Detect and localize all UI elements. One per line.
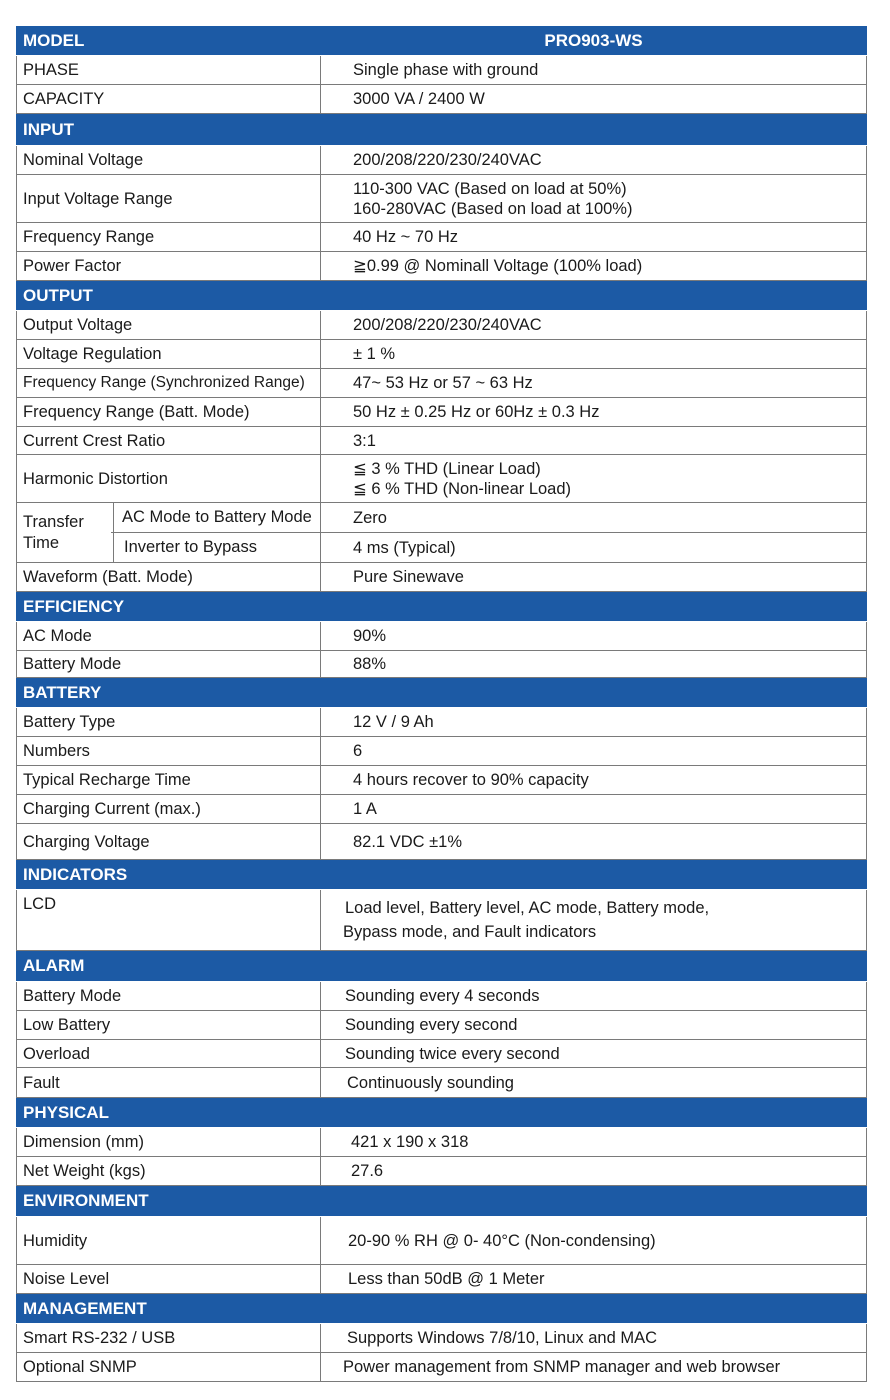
transfer-time-label-line: Transfer [23,512,84,531]
spec-row-charging-voltage [17,824,867,860]
spec-row-transfer-time-bypass [17,533,867,563]
row-label: Charging Current (max.) [17,795,321,824]
spec-row-input-voltage-range [17,175,867,223]
model-header-row [17,27,867,56]
value-line: Load level, Battery level, AC mode, Battery mode, [345,899,710,917]
spec-row-low-battery [17,1011,867,1040]
spec-row-net-weight [17,1157,867,1186]
row-value: Zero [321,503,867,533]
spec-row-overload [17,1040,867,1068]
row-value: 27.6 [321,1157,867,1186]
section-title: PHYSICAL [17,1098,867,1128]
row-label: Humidity [17,1217,321,1265]
row-value: Supports Windows 7/8/10, Linux and MAC [321,1324,867,1353]
section-title: BATTERY [17,678,867,708]
row-label: Battery Mode [17,651,321,678]
spec-row-snmp [17,1353,867,1382]
row-value: ± 1 % [321,340,867,369]
model-value: PRO903-WS [321,27,867,56]
spec-row-fault [17,1068,867,1098]
row-label: LCD [17,890,321,951]
row-value [321,890,867,951]
row-label: Waveform (Batt. Mode) [17,563,321,592]
row-value: 3000 VA / 2400 W [321,85,867,114]
spec-row-nominal-voltage [17,146,867,175]
row-value: 6 [321,737,867,766]
row-value: Sounding every second [321,1011,867,1040]
spec-row-charging-current [17,795,867,824]
spec-row-transfer-time-ac [17,503,867,533]
row-value: Power management from SNMP manager and web browser [321,1353,867,1382]
transfer-time-label-cont [17,533,114,562]
row-label: Low Battery [17,1011,321,1040]
row-value: 20-90 % RH @ 0- 40°C (Non-condensing) [321,1217,867,1265]
spec-row-harmonic-distortion [17,455,867,503]
row-label: Noise Level [17,1265,321,1294]
row-value: 50 Hz ± 0.25 Hz or 60Hz ± 0.3 Hz [321,398,867,427]
spec-row-crest-ratio [17,427,867,455]
spec-row-humidity [17,1217,867,1265]
row-value: 4 ms (Typical) [321,533,867,563]
section-title: ENVIRONMENT [17,1186,867,1217]
row-label: Charging Voltage [17,824,321,860]
row-label: Output Voltage [17,311,321,340]
row-value: 12 V / 9 Ah [321,708,867,737]
value-line: 160-280VAC (Based on load at 100%) [353,199,633,218]
row-label: Fault [17,1068,321,1098]
section-header-battery [17,678,867,708]
section-title: MANAGEMENT [17,1294,867,1324]
section-header-physical [17,1098,867,1128]
row-value: Pure Sinewave [321,563,867,592]
row-label: Current Crest Ratio [17,427,321,455]
section-title: OUTPUT [17,281,867,311]
row-value: 47~ 53 Hz or 57 ~ 63 Hz [321,369,867,398]
row-label: Frequency Range [17,223,321,252]
row-label: Overload [17,1040,321,1068]
section-title: INDICATORS [17,860,867,890]
row-label: Dimension (mm) [17,1128,321,1157]
transfer-time-label-line: Time [23,533,60,552]
row-value: Sounding every 4 seconds [321,982,867,1011]
spec-row-phase [17,56,867,85]
spec-row-frequency-range-batt [17,398,867,427]
row-value: Less than 50dB @ 1 Meter [321,1265,867,1294]
spec-row-numbers [17,737,867,766]
section-header-efficiency [17,592,867,622]
transfer-ac-label: AC Mode to Battery Mode [122,508,312,526]
spec-row-power-factor [17,252,867,281]
row-label: Input Voltage Range [17,175,321,223]
row-value: 82.1 VDC ±1% [321,824,867,860]
row-label: Voltage Regulation [17,340,321,369]
section-header-output [17,281,867,311]
row-value: 200/208/220/230/240VAC [321,146,867,175]
row-value: 200/208/220/230/240VAC [321,311,867,340]
section-header-environment [17,1186,867,1217]
row-label: PHASE [17,56,321,85]
row-value: 90% [321,622,867,651]
spec-row-output-voltage [17,311,867,340]
row-value: 40 Hz ~ 70 Hz [321,223,867,252]
spec-row-voltage-regulation [17,340,867,369]
spec-row-rs232-usb [17,1324,867,1353]
row-value: 3:1 [321,427,867,455]
row-label: Frequency Range (Batt. Mode) [17,398,321,427]
transfer-bypass-label: Inverter to Bypass [124,538,257,556]
section-header-input [17,114,867,146]
row-label: Frequency Range (Synchronized Range) [17,369,321,398]
spec-row-frequency-range [17,223,867,252]
spec-row-noise-level [17,1265,867,1294]
section-title: EFFICIENCY [17,592,867,622]
row-label: CAPACITY [17,85,321,114]
section-title: INPUT [17,114,867,146]
spec-row-capacity [17,85,867,114]
value-line: ≦ 6 % THD (Non-linear Load) [353,479,572,498]
value-line: ≦ 3 % THD (Linear Load) [353,459,541,478]
spec-table [16,26,867,1382]
row-value: Sounding twice every second [321,1040,867,1068]
value-line: 110-300 VAC (Based on load at 50%) [353,179,627,198]
row-value: 4 hours recover to 90% capacity [321,766,867,795]
row-label: Battery Type [17,708,321,737]
transfer-time-label [17,503,114,532]
row-value [321,455,867,503]
row-label: Power Factor [17,252,321,281]
spec-row-alarm-battery-mode [17,982,867,1011]
row-value: ≧0.99 @ Nominall Voltage (100% load) [321,252,867,281]
spec-row-recharge-time [17,766,867,795]
row-label: Optional SNMP [17,1353,321,1382]
section-header-management [17,1294,867,1324]
value-line: Bypass mode, and Fault indicators [343,923,597,941]
section-header-alarm [17,951,867,982]
row-value: Continuously sounding [321,1068,867,1098]
transfer-time-cell [17,503,321,533]
spec-row-battery-mode [17,651,867,678]
model-label: MODEL [17,27,321,56]
row-value [321,175,867,223]
row-label: Battery Mode [17,982,321,1011]
row-value: 421 x 190 x 318 [321,1128,867,1157]
row-label: Net Weight (kgs) [17,1157,321,1186]
row-label: Numbers [17,737,321,766]
row-label: Harmonic Distortion [17,455,321,503]
spec-row-ac-mode [17,622,867,651]
row-label: AC Mode [17,622,321,651]
row-value: Single phase with ground [321,56,867,85]
row-label: Typical Recharge Time [17,766,321,795]
row-label: Smart RS-232 / USB [17,1324,321,1353]
spec-row-dimension [17,1128,867,1157]
row-value: 88% [321,651,867,678]
spec-row-battery-type [17,708,867,737]
row-label: Nominal Voltage [17,146,321,175]
spec-row-frequency-range-sync [17,369,867,398]
transfer-time-cell [17,533,321,563]
spec-row-lcd [17,890,867,951]
row-value: 1 A [321,795,867,824]
section-title: ALARM [17,951,867,982]
spec-row-waveform [17,563,867,592]
section-header-indicators [17,860,867,890]
